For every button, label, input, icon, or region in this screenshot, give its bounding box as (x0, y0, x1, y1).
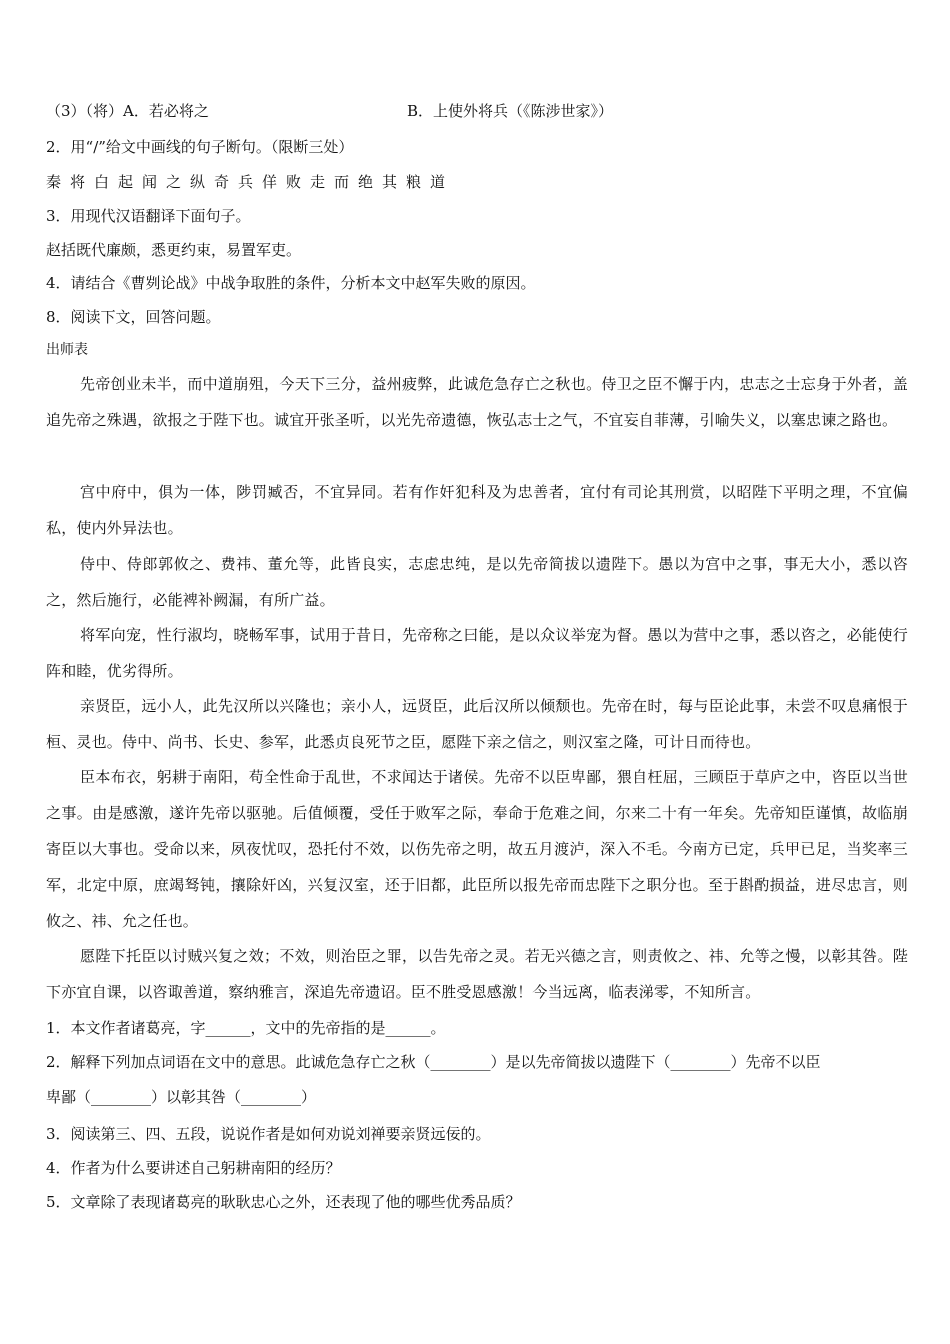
q8-question-5: 5．文章除了表现诸葛亮的耿耿忠心之外，还表现了他的哪些优秀品质？ (46, 1193, 521, 1211)
q7-option-3 (46, 101, 614, 121)
passage-paragraph: 将军向宠，性行淑均，晓畅军事，试用于昔日，先帝称之曰能，是以众议举宠为督。愚以为营中之事，悉以咨之，必能使行阵和睦，优劣得所。 (46, 626, 908, 680)
passage-paragraph: 亲贤臣，远小人，此先汉所以兴隆也；亲小人，远贤臣，此后汉所以倾颓也。先帝在时，每与臣论此事，未尝不叹息痛恨于桓、灵也。侍中、尚书、长史、参军，此悉贞良死节之臣，愿陛下亲之信之，则汉室之隆，可计日而待也。 (46, 697, 908, 751)
q8-question-1: 1．本文作者诸葛亮，字______，文中的先帝指的是______。 (46, 1019, 446, 1037)
q7-question-2-text: 秦将白起闻之纵奇兵佯败走而绝其粮道 (46, 173, 455, 191)
passage-paragraph: 先帝创业未半，而中道崩殂，今天下三分，益州疲弊，此诚危急存亡之秋也。侍卫之臣不懈于内，忠志之士忘身于外者，盖追先帝之殊遇，欲报之于陛下也。诚宜开张圣听，以光先帝遗德，恢弘志士之气，不宜妄自菲薄，引喻失义，以塞忠谏之路也。 (46, 375, 908, 429)
passage-paragraph: 臣本布衣，躬耕于南阳，苟全性命于乱世，不求闻达于诸侯。先帝不以臣卑鄙，猥自枉屈，三顾臣于草庐之中，咨臣以当世之事。由是感激，遂许先帝以驱驰。后值倾覆，受任于败军之际，奉命于危难之间，尔来二十有一年矣。先帝知臣谨慎，故临崩寄臣以大事也。受命以来，夙夜忧叹，恐托付不效，以伤先帝之明，故五月渡泸，深入不毛。今南方已定，兵甲已足，当奖率三军，北定中原，庶竭驽钝，攘除奸凶，兴复汉室，还于旧都，此臣所以报先帝而忠陛下之职分也。至于斟酌损益，进尽忠言，则攸之、祎、允之任也。 (46, 768, 908, 930)
q8-question-2-continued: 卑鄙（________）以彰其咎（________） (46, 1088, 317, 1106)
passage-title: 出师表 (46, 342, 88, 358)
q8-instruction: 8．阅读下文，回答问题。 (46, 308, 221, 326)
q7-question-2: 2．用“/”给文中画线的句子断句。（限断三处） (46, 138, 354, 156)
q8-question-4: 4．作者为什么要讲述自己躬耕南阳的经历？ (46, 1159, 341, 1177)
passage-paragraph: 宫中府中，俱为一体，陟罚臧否，不宜异同。若有作奸犯科及为忠善者，宜付有司论其刑赏，以昭陛下平明之理，不宜偏私，使内外异法也。 (46, 483, 908, 537)
q7-option-3-b: B．上使外将兵（《陈涉世家》） (407, 102, 614, 120)
passage-paragraph: 愿陛下托臣以讨贼兴复之效；不效，则治臣之罪，以告先帝之灵。若无兴德之言，则责攸之、祎、允等之慢，以彰其咎。陛下亦宜自课，以咨诹善道，察纳雅言，深追先帝遗诏。臣不胜受恩感激！今当远离，临表涕零，不知所言。 (46, 947, 908, 1001)
q7-question-4: 4．请结合《曹刿论战》中战争取胜的条件，分析本文中赵军失败的原因。 (46, 274, 536, 292)
q8-question-2: 2．解释下列加点词语在文中的意思。此诚危急存亡之秋（________）是以先帝简拔以遗陛下（________）先帝不以臣 (46, 1053, 821, 1071)
q7-question-3: 3．用现代汉语翻译下面句子。 (46, 207, 251, 225)
q8-question-3: 3．阅读第三、四、五段，说说作者是如何劝说刘禅要亲贤远佞的。 (46, 1125, 491, 1143)
q7-question-3-text: 赵括既代廉颇，悉更约束，易置军吏。 (46, 241, 302, 259)
passage-paragraph: 侍中、侍郎郭攸之、费祎、董允等，此皆良实，志虑忠纯，是以先帝简拔以遗陛下。愚以为宫中之事，事无大小，悉以咨之，然后施行，必能裨补阙漏，有所广益。 (46, 555, 908, 609)
q7-option-3-a: （3）（将）A．若必将之 (46, 102, 209, 120)
